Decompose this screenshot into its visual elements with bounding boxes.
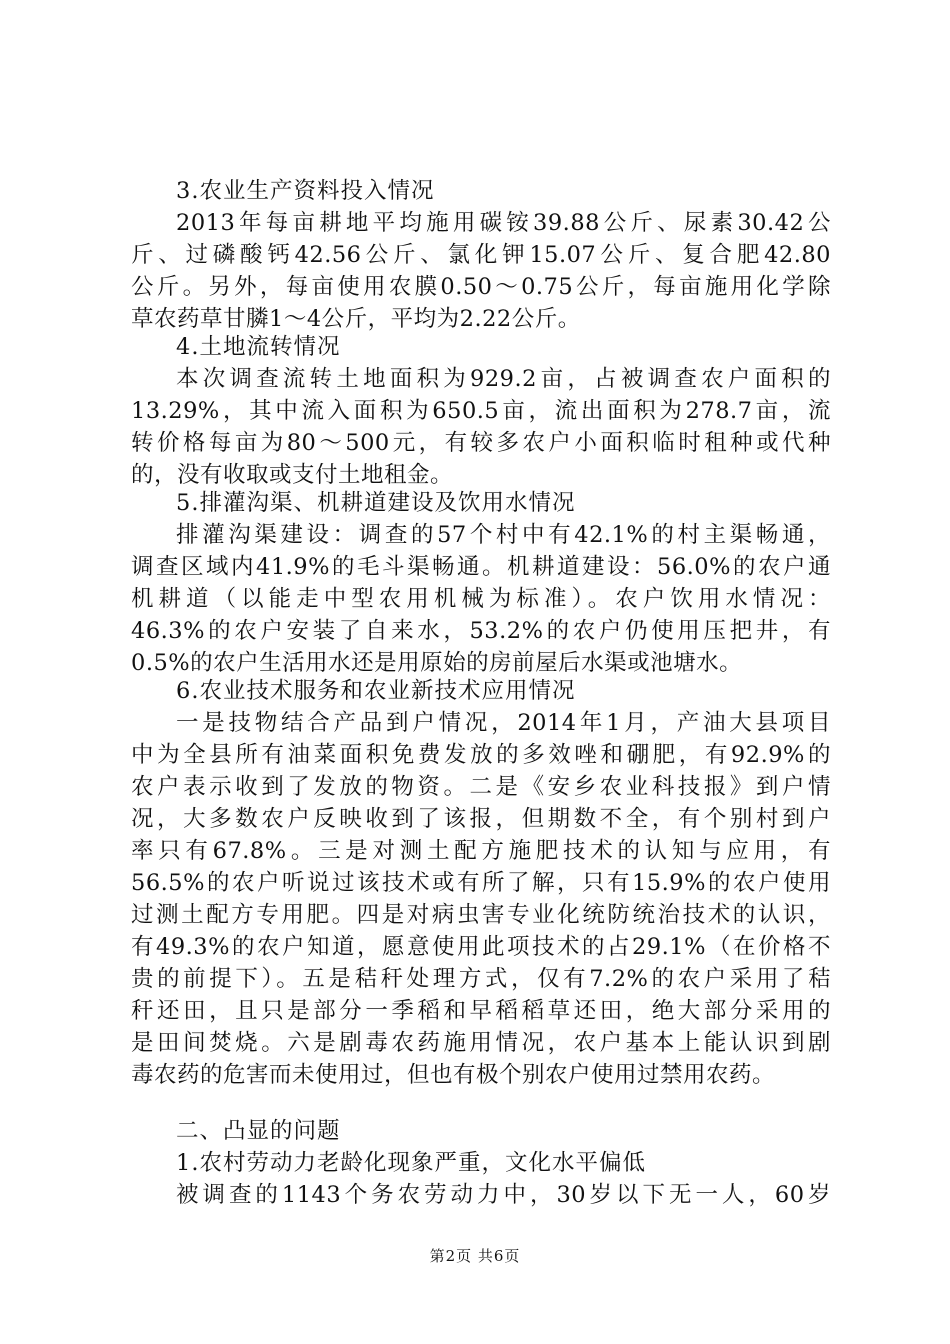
- body-text-line: 被调查的1143个务农劳动力中，30岁以下无一人，60岁: [176, 1182, 831, 1208]
- body-text-line: 0.5%的农户生活用水还是用原始的房前屋后水渠或池塘水。: [131, 650, 743, 676]
- body-text-line: 转价格每亩为80～500元，有较多农户小面积临时租种或代种: [131, 430, 831, 456]
- section-heading: 3.农业生产资料投入情况: [176, 178, 435, 204]
- section-heading: 4.土地流转情况: [176, 334, 341, 360]
- body-text-line: 调查区域内41.9%的毛斗渠畅通。机耕道建设：56.0%的农户通: [131, 554, 831, 580]
- body-text-line: 过测土配方专用肥。四是对病虫害专业化统防统治技术的认识，: [131, 902, 831, 928]
- body-text-line: 46.3%的农户安装了自来水，53.2%的农户仍使用压把井，有: [131, 618, 831, 644]
- section-heading: 1.农村劳动力老龄化现象严重，文化水平偏低: [176, 1150, 646, 1176]
- body-text-line: 斤、过磷酸钙42.56公斤、氯化钾15.07公斤、复合肥42.80: [131, 242, 831, 268]
- section-heading: 5.排灌沟渠、机耕道建设及饮用水情况: [176, 490, 576, 516]
- body-text-line: 率只有67.8%。三是对测土配方施肥技术的认知与应用，有: [131, 838, 831, 864]
- body-text-line: 毒农药的危害而未使用过，但也有极个别农户使用过禁用农药。: [131, 1062, 776, 1088]
- body-text-line: 2013年每亩耕地平均施用碳铵39.88公斤、尿素30.42公: [176, 210, 831, 236]
- chapter-heading: 二、凸显的问题: [176, 1118, 341, 1144]
- body-text-line: 排灌沟渠建设：调查的57个村中有42.1%的村主渠畅通，: [176, 522, 831, 548]
- body-text-line: 中为全县所有油菜面积免费发放的多效唑和硼肥，有92.9%的: [131, 742, 831, 768]
- body-text-line: 秆还田，且只是部分一季稻和早稻稻草还田，绝大部分采用的: [131, 998, 831, 1024]
- body-text-line: 草农药草甘膦1～4公斤，平均为2.22公斤。: [131, 306, 581, 332]
- body-text-line: 机耕道（以能走中型农用机械为标准）。农户饮用水情况：: [131, 586, 831, 612]
- body-text-line: 贵的前提下）。五是秸秆处理方式，仅有7.2%的农户采用了秸: [131, 966, 831, 992]
- body-text-line: 一是技物结合产品到户情况，2014年1月，产油大县项目: [176, 710, 831, 736]
- body-text-line: 况，大多数农户反映收到了该报，但期数不全，有个别村到户: [131, 806, 831, 832]
- body-text-line: 56.5%的农户听说过该技术或有所了解，只有15.9%的农户使用: [131, 870, 831, 896]
- body-text-line: 农户表示收到了发放的物资。二是《安乡农业科技报》到户情: [131, 774, 831, 800]
- body-text-line: 公斤。另外，每亩使用农膜0.50～0.75公斤，每亩施用化学除: [131, 274, 831, 300]
- body-text-line: 是田间焚烧。六是剧毒农药施用情况，农户基本上能认识到剧: [131, 1030, 831, 1056]
- page-footer: 第2页 共6页: [429, 1247, 521, 1265]
- body-text-line: 的，没有收取或支付土地租金。: [131, 462, 454, 488]
- body-text-line: 有49.3%的农户知道，愿意使用此项技术的占29.1%（在价格不: [131, 934, 831, 960]
- body-text-line: 本次调查流转土地面积为929.2亩，占被调查农户面积的: [176, 366, 831, 392]
- section-heading: 6.农业技术服务和农业新技术应用情况: [176, 678, 576, 704]
- body-text-line: 13.29%，其中流入面积为650.5亩，流出面积为278.7亩，流: [131, 398, 831, 424]
